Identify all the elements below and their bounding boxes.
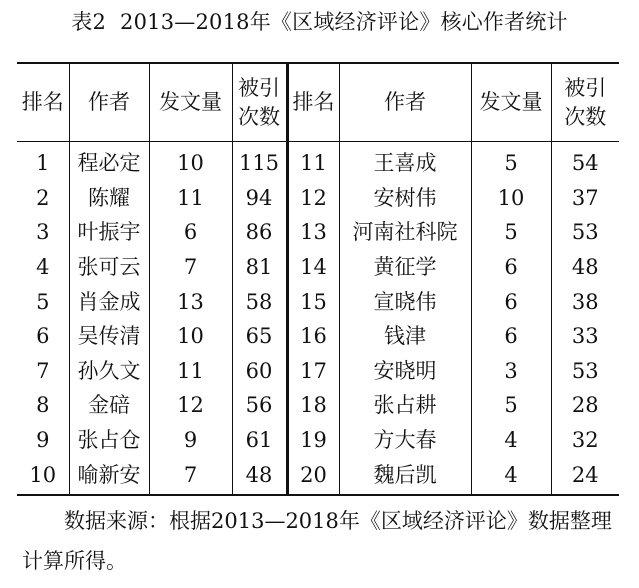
header-rank: 排名 (287, 63, 339, 142)
cell-papers: 6 (471, 250, 551, 285)
cell-author: 张占耕 (339, 388, 471, 423)
header-citations-line2: 次数 (238, 104, 280, 129)
cell-rank: 15 (287, 284, 339, 319)
cell-author: 安晓明 (339, 354, 471, 389)
table-title: 2013—2018年《区域经济评论》核心作者统计 (120, 10, 568, 34)
cell-rank: 14 (287, 250, 339, 285)
table-row (17, 388, 619, 423)
cell-citations: 81 (232, 250, 287, 285)
header-author: 作者 (69, 63, 149, 142)
cell-papers: 11 (149, 181, 232, 216)
cell-papers: 12 (149, 388, 232, 423)
cell-author: 钱津 (339, 319, 471, 354)
cell-author: 张可云 (69, 250, 149, 285)
cell-citations: 48 (232, 457, 287, 495)
cell-papers: 6 (471, 319, 551, 354)
cell-rank: 12 (287, 181, 339, 216)
cell-rank: 5 (36, 289, 50, 314)
cell-citations: 65 (232, 319, 287, 354)
cell-author: 喻新安 (69, 457, 149, 495)
cell-citations: 115 (232, 142, 287, 181)
cell-rank: 17 (287, 354, 339, 389)
cell-citations: 33 (551, 319, 619, 354)
cell-papers: 6 (149, 215, 232, 250)
cell-author: 吴传清 (69, 319, 149, 354)
cell-citations: 60 (232, 354, 287, 389)
cell-citations: 32 (551, 423, 619, 458)
cell-rank: 16 (287, 319, 339, 354)
header-rank: 排名 (17, 63, 69, 142)
cell-citations: 28 (551, 388, 619, 423)
cell-rank: 6 (36, 324, 50, 349)
cell-papers: 13 (149, 284, 232, 319)
cell-papers: 11 (149, 354, 232, 389)
core-authors-table (17, 62, 619, 496)
header-citations-line2: 次数 (564, 104, 607, 129)
cell-rank: 18 (287, 388, 339, 423)
cell-author: 孙久文 (69, 354, 149, 389)
cell-rank: 11 (287, 142, 339, 181)
cell-citations: 53 (551, 215, 619, 250)
cell-author: 方大春 (339, 423, 471, 458)
cell-citations: 38 (551, 284, 619, 319)
header-papers: 发文量 (471, 63, 551, 142)
table-row (17, 250, 619, 285)
table-caption (0, 9, 639, 35)
table-row (17, 354, 619, 389)
cell-rank: 4 (36, 255, 50, 280)
cell-citations: 56 (232, 388, 287, 423)
cell-citations: 58 (232, 284, 287, 319)
cell-author: 叶振宇 (69, 215, 149, 250)
cell-citations: 54 (551, 142, 619, 181)
cell-citations: 24 (551, 457, 619, 495)
cell-papers: 3 (471, 354, 551, 389)
header-citations (232, 63, 287, 142)
cell-author: 程必定 (69, 142, 149, 181)
header-citations-line1: 被引 (564, 75, 607, 100)
cell-rank: 20 (287, 457, 339, 495)
cell-rank: 9 (36, 428, 50, 453)
table-row (17, 457, 619, 495)
header-papers: 发文量 (149, 63, 232, 142)
cell-citations: 53 (551, 354, 619, 389)
header-author: 作者 (339, 63, 471, 142)
cell-citations: 86 (232, 215, 287, 250)
cell-rank: 1 (36, 151, 50, 176)
cell-author: 张占仓 (69, 423, 149, 458)
cell-author: 黄征学 (339, 250, 471, 285)
cell-author: 肖金成 (69, 284, 149, 319)
cell-papers: 5 (471, 142, 551, 181)
cell-rank: 10 (29, 462, 57, 487)
table-row (17, 423, 619, 458)
data-source-note: 数据来源：根据2013—2018年《区域经济评论》数据整理计算所得。 (22, 509, 612, 573)
cell-rank: 19 (287, 423, 339, 458)
cell-rank: 13 (287, 215, 339, 250)
table-number: 表2 (71, 10, 107, 34)
cell-citations: 48 (551, 250, 619, 285)
cell-citations: 37 (551, 181, 619, 216)
cell-author: 安树伟 (339, 181, 471, 216)
cell-author: 河南社科院 (339, 215, 471, 250)
header-citations (551, 63, 619, 142)
cell-rank: 7 (36, 358, 50, 383)
header-citations-line1: 被引 (238, 75, 280, 100)
cell-rank: 8 (36, 393, 50, 418)
cell-citations: 94 (232, 181, 287, 216)
table-header-row (17, 63, 619, 142)
cell-papers: 10 (149, 142, 232, 181)
table-row (17, 284, 619, 319)
cell-papers: 7 (149, 457, 232, 495)
cell-papers: 5 (471, 388, 551, 423)
cell-papers: 4 (471, 423, 551, 458)
cell-author: 金碚 (69, 388, 149, 423)
cell-papers: 7 (149, 250, 232, 285)
cell-author: 王喜成 (339, 142, 471, 181)
cell-rank: 3 (36, 220, 50, 245)
cell-papers: 6 (471, 284, 551, 319)
cell-citations: 61 (232, 423, 287, 458)
cell-papers: 9 (149, 423, 232, 458)
table-row (17, 142, 619, 181)
table-body (17, 142, 619, 495)
cell-author: 魏后凯 (339, 457, 471, 495)
cell-author: 宣晓伟 (339, 284, 471, 319)
cell-papers: 5 (471, 215, 551, 250)
cell-papers: 10 (149, 319, 232, 354)
cell-rank: 2 (36, 185, 50, 210)
cell-papers: 4 (471, 457, 551, 495)
table-row (17, 181, 619, 216)
cell-papers: 10 (471, 181, 551, 216)
table-row (17, 215, 619, 250)
table-row (17, 319, 619, 354)
cell-author: 陈耀 (69, 181, 149, 216)
